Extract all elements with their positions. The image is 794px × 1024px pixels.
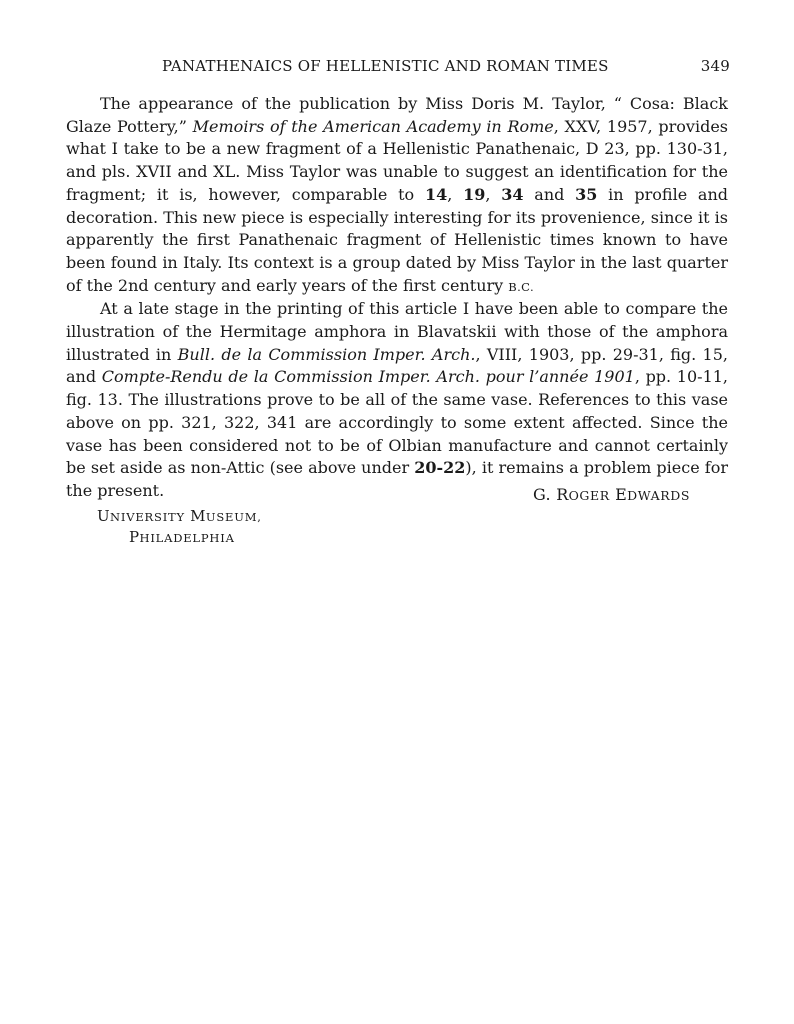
era-abbrev: B.C. bbox=[508, 279, 535, 294]
aff-part: USEUM, bbox=[205, 510, 262, 524]
running-title: PANATHENAICS OF HELLENISTIC AND ROMAN TIMES bbox=[162, 57, 609, 75]
journal-title-italic: Bull. de la Commission Imper. Arch. bbox=[177, 344, 476, 364]
author-signature bbox=[533, 485, 690, 504]
sig-part: G. R bbox=[532, 485, 569, 504]
sig-part: E bbox=[615, 485, 628, 504]
text-run: The appearance of the publication by Miss Doris M. Taylor, “ Cosa: Black Glaze Pottery,” bbox=[66, 94, 728, 136]
separator: , bbox=[447, 184, 464, 204]
sig-part: DWARDS bbox=[627, 488, 690, 503]
journal-title-italic: Memoirs of the American Academy in Rome bbox=[192, 116, 554, 136]
aff-part: HILADELPHIA bbox=[139, 531, 235, 545]
text-run: , XXV, 1957, provides what I take to be a new fragment of a Hellenistic Panathenaic, D 23, pp. 130-31, and pls. XVII and XL. Miss Taylor was unable to suggest an identification for the fragment; it is, however, comparable to bbox=[66, 116, 728, 204]
aff-part: U bbox=[97, 507, 111, 525]
author-affiliation bbox=[97, 506, 262, 548]
paragraph-taylor-cosa bbox=[66, 93, 728, 298]
running-head bbox=[66, 57, 730, 79]
text-run: in profile and decoration. This new piece is especially interesting for its provenience, since it is apparently the first Panathenaic fragment of Hellenistic times known to have been found in Italy. Its context is a group dated by Miss Taylor in the last quarter of the 2nd century and early years of the first century bbox=[66, 184, 729, 295]
text-run: , VIII, 1903, pp. 29-31, fig. 15, and bbox=[66, 344, 729, 387]
text-run: , pp. 10-11, fig. 13. The illustrations prove to be all of the same vase. References to this vase above on pp. 321, 322, 341 are accordingly to some extent affected. Since the vase has been considered not to be of Olbian manufacture and cannot certainly be set aside as non-Attic (see above under bbox=[66, 367, 729, 478]
affiliation-line-2 bbox=[97, 527, 262, 548]
paragraph-hermitage-amphora bbox=[66, 298, 728, 502]
text-run: At a late stage in the printing of this article I have been able to compare the illustration of the Hermitage amphora in Blavatskii with those of the amphora illustrated in bbox=[66, 299, 728, 364]
catalogue-ref-bold: 14 bbox=[424, 184, 448, 204]
sig-part: OGER bbox=[568, 488, 610, 503]
text-run: ), it remains a problem piece for the present. bbox=[66, 458, 728, 500]
separator: and bbox=[523, 184, 576, 204]
aff-part: P bbox=[129, 528, 140, 546]
catalogue-ref-bold: 19 bbox=[463, 184, 486, 204]
journal-title-italic: Compte-Rendu de la Commission Imper. Arch. pour l’année 1901 bbox=[101, 367, 635, 387]
separator: , bbox=[485, 184, 502, 204]
affiliation-line-1 bbox=[97, 506, 262, 527]
catalogue-ref-bold: 20-22 bbox=[414, 458, 466, 478]
article-body bbox=[66, 93, 728, 503]
aff-part: NIVERSITY bbox=[110, 510, 185, 524]
catalogue-ref-bold: 34 bbox=[501, 184, 524, 204]
catalogue-ref-bold: 35 bbox=[575, 184, 598, 204]
page-number: 349 bbox=[700, 57, 730, 75]
aff-part: M bbox=[190, 507, 206, 525]
